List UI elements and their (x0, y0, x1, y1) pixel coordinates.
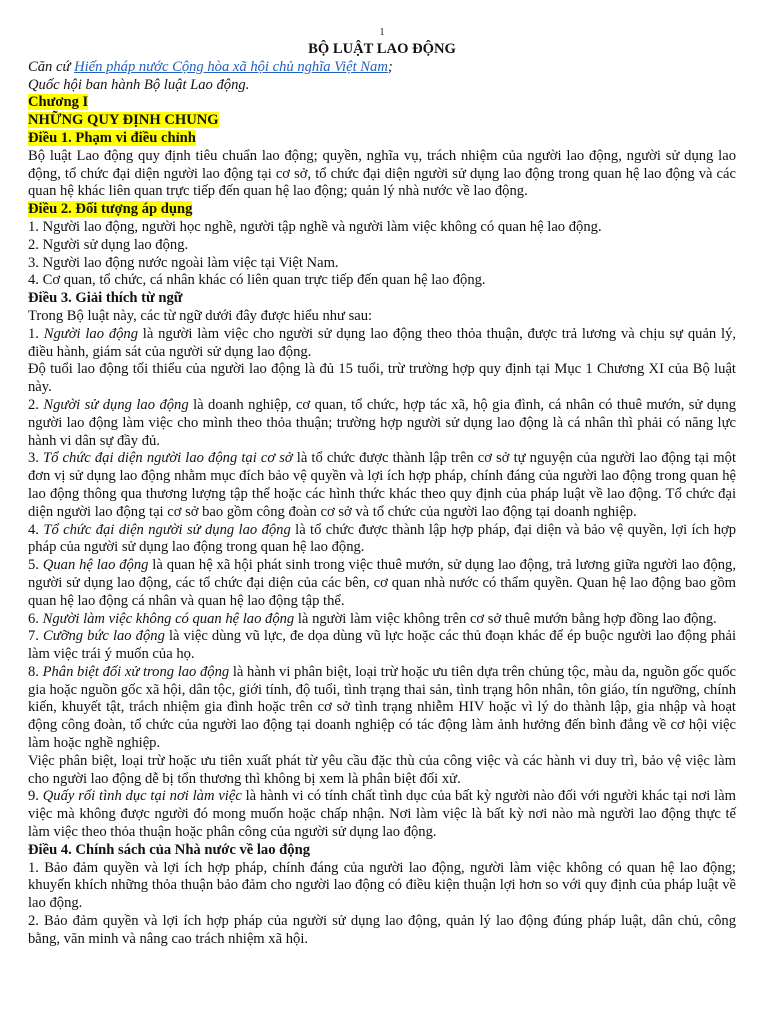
article-2-item: 4. Cơ quan, tổ chức, cá nhân khác có liên quan trực tiếp đến quan hệ lao động. (28, 272, 486, 289)
basis-suffix: ; (387, 58, 393, 75)
definition-7: 7. Cưỡng bức lao động là việc dùng vũ lực, đe dọa dùng vũ lực hoặc các thủ đoạn khác để ép buộc người lao động phải làm việc trái ý muốn của họ. (28, 628, 737, 663)
article-2-heading: Điều 2. Đối tượng áp dụng (28, 201, 193, 218)
definition-term: Tổ chức đại diện người sử dụng lao động (43, 521, 291, 538)
article-4-item: 1. Bảo đảm quyền và lợi ích hợp pháp, chính đáng của người lao động, người làm việc không có quan hệ lao động; khuyến khích những thỏa thuận bảo đảm cho người lao động có điều kiện thuận lợi hơn so với quy định của pháp luật về lao động. (28, 859, 736, 912)
definition-term: Quấy rối tình dục tại nơi làm việc (42, 788, 242, 805)
definition-term: Người làm việc không có quan hệ lao động (42, 610, 295, 627)
definition-term: Quan hệ lao động (42, 557, 149, 574)
definition-term: Người lao động (43, 325, 139, 342)
document-title: BỘ LUẬT LAO ĐỘNG (308, 41, 456, 57)
preamble-basis (28, 59, 736, 77)
definition-3: 3. Tổ chức đại diện người lao động tại cơ sở là tổ chức được thành lập trên cơ sở tự nguyện của người lao động tại một đơn vị sử dụng lao động nhằm mục đích bảo vệ quyền và lợi ích hợp pháp, chính đáng của người lao động trong quan hệ lao động thông qua thương lượng tập thể hoặc các hình thức khác theo quy định của pháp luật về lao động. Tổ chức đại diện người lao động tại cơ sở bao gồm công đoàn cơ sở và tổ chức của người lao động tại doanh nghiệp. (28, 450, 737, 520)
constitution-link[interactable]: Hiến pháp nước Cộng hòa xã hội chủ nghĩa Việt Nam (74, 58, 388, 75)
article-1-heading: Điều 1. Phạm vi điều chỉnh (28, 129, 196, 146)
article-2-item: 2. Người sử dụng lao động. (28, 236, 189, 253)
definition-1-note: Độ tuổi lao động tối thiểu của người lao động là đủ 15 tuổi, trừ trường hợp quy định tại Mục 1 Chương XI của Bộ luật này. (28, 361, 736, 396)
definition-9: 9. Quấy rối tình dục tại nơi làm việc là hành vi có tính chất tình dục của bất kỳ người nào đối với người khác tại nơi làm việc mà không được người đó mong muốn hoặc chấp nhận. Nơi làm việc là bất kỳ nơi nào mà người lao động thực tế làm việc theo thỏa thuận hoặc phân công của người sử dụng lao động. (28, 788, 736, 841)
preamble-issued: Quốc hội ban hành Bộ luật Lao động. (28, 76, 250, 93)
article-2-item: 1. Người lao động, người học nghề, người tập nghề và người làm việc không có quan hệ lao động. (28, 218, 602, 235)
definition-8-note: Việc phân biệt, loại trừ hoặc ưu tiên xuất phát từ yêu cầu đặc thù của công việc và các hành vi duy trì, bảo vệ việc làm cho người lao động dễ bị tổn thương thì không bị xem là phân biệt đối xử. (28, 752, 736, 787)
definition-term: Phân biệt đối xử trong lao động (42, 663, 230, 680)
article-4-heading: Điều 4. Chính sách của Nhà nước về lao động (28, 841, 311, 858)
definition-term: Tổ chức đại diện người lao động tại cơ sở (43, 450, 293, 467)
definition-8: 8. Phân biệt đối xử trong lao động là hành vi phân biệt, loại trừ hoặc ưu tiên dựa trên chủng tộc, màu da, nguồn gốc quốc gia hoặc nguồn gốc xã hội, dân tộc, giới tính, độ tuổi, tình trạng thai sản, tình trạng hôn nhân, tôn giáo, tín ngưỡng, chính kiến, khuyết tật, trách nhiệm gia đình hoặc trên cơ sở tình trạng nhiễm HIV hoặc vì lý do thành lập, gia nhập và hoạt động công đoàn, tổ chức của người lao động tại doanh nghiệp có tác động làm ảnh hưởng đến bình đẳng về cơ hội việc làm hoặc nghề nghiệp. (28, 663, 736, 752)
definition-5: 5. Quan hệ lao động là quan hệ xã hội phát sinh trong việc thuê mướn, sử dụng lao động, trả lương giữa người lao động, người sử dụng lao động, các tổ chức đại diện của các bên, cơ quan nhà nước có thẩm quyền. Quan hệ lao động bao gồm quan hệ lao động cá nhân và quan hệ lao động tập thể. (28, 557, 736, 609)
definition-term: Cưỡng bức lao động (43, 628, 165, 645)
chapter-number: Chương I (28, 94, 89, 111)
chapter-name: NHỮNG QUY ĐỊNH CHUNG (28, 112, 219, 129)
article-3-heading: Điều 3. Giải thích từ ngữ (28, 290, 183, 307)
article-3-intro: Trong Bộ luật này, các từ ngữ dưới đây được hiểu như sau: (28, 307, 373, 324)
definition-term: Người sử dụng lao động (43, 396, 189, 413)
article-2-item: 3. Người lao động nước ngoài làm việc tại Việt Nam. (28, 254, 339, 271)
article-4-item: 2. Bảo đảm quyền và lợi ích hợp pháp của người sử dụng lao động, quản lý lao động đúng pháp luật, dân chủ, công bằng, văn minh và nâng cao trách nhiệm xã hội. (28, 913, 736, 947)
definition-1: 1. Người lao động là người làm việc cho người sử dụng lao động theo thỏa thuận, được trả lương và chịu sự quản lý, điều hành, giám sát của người sử dụng lao động. (28, 325, 737, 360)
basis-prefix: Căn cứ (28, 58, 75, 75)
page-number: 1 (379, 27, 385, 38)
article-1-text: Bộ luật Lao động quy định tiêu chuẩn lao động; quyền, nghĩa vụ, trách nhiệm của người lao động, người sử dụng lao động, tổ chức đại diện người lao động tại cơ sở, tổ chức đại diện người sử dụng lao động trong quan hệ lao động và các quan hệ khác liên quan trực tiếp đến quan hệ lao động; quản lý nhà nước về lao động. (28, 147, 736, 200)
definition-4: 4. Tổ chức đại diện người sử dụng lao động là tổ chức được thành lập hợp pháp, đại diện và bảo vệ quyền, lợi ích hợp pháp của người sử dụng lao động trong quan hệ lao động. (28, 521, 737, 556)
definition-6: 6. Người làm việc không có quan hệ lao động là người làm việc không trên cơ sở thuê mướn bằng hợp đồng lao động. (28, 610, 717, 627)
definition-2: 2. Người sử dụng lao động là doanh nghiệp, cơ quan, tổ chức, hợp tác xã, hộ gia đình, cá nhân có thuê mướn, sử dụng người lao động làm việc cho mình theo thỏa thuận; trường hợp người sử dụng lao động là cá nhân thì phải có năng lực hành vi dân sự đầy đủ. (28, 396, 737, 449)
